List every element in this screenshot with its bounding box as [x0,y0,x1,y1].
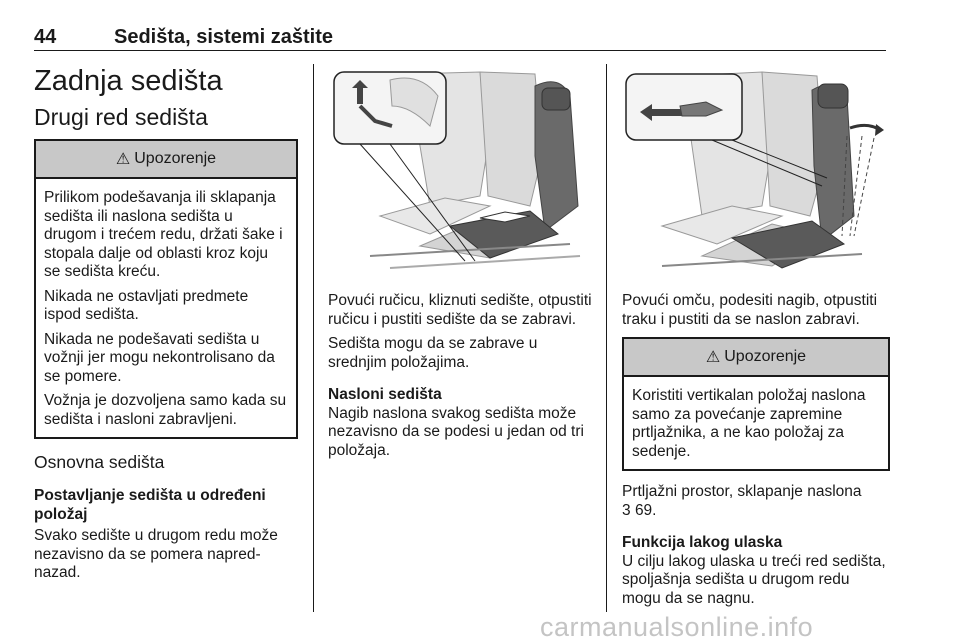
warning-paragraph: Nikada ne ostavljati predmete ispod sedišta. [44,287,249,323]
watermark: carmanualsonline.info [540,612,814,642]
cross-reference[interactable] [622,483,890,520]
left-column [34,64,298,583]
warning-body [36,179,296,437]
warning-label: Upozorenje [134,150,217,167]
warning-paragraph: Nikada ne podešavati sedišta u vožnji jer mogu nekontrolisano da se pomere. [44,330,275,385]
warning-body [624,377,888,469]
page-number: 44 [34,26,57,48]
warning-label: Upozorenje [724,348,807,365]
backrest-recline-illustration [622,66,886,276]
page-reference-icon: 3 [622,501,631,519]
body-text: U cilju lakog ulaska u treći red sedišta, spoljašnja sedišta u drugom redu mogu da se nagnu. [622,552,886,607]
column-divider-1 [313,64,314,612]
body-text: Povući omču, podesiti nagib, otpustiti traku i pustiti da se naslon zabravi. [622,292,878,328]
section-title: Drugi red sedišta [34,104,208,130]
middle-column [328,292,596,460]
body-text: Svako sedište u drugom redu može nezavisno da se pomera napred-nazad. [34,527,278,581]
body-text: Nagib naslona svakog sedišta može nezavisno da se podesi u jedan od tri položaja. [328,404,584,459]
right-column [622,292,890,608]
warning-paragraph: Vožnja je dozvoljena samo kada su sedišta i nasloni zabravljeni. [44,392,287,428]
warning-paragraph: Prilikom podešavanja ili sklapanja sedišta ili naslona sedišta u drugom i trećem redu, držati šake i stopala dalje od oblasti kroz koju se sedišta kreću. [44,189,283,280]
warning-triangle-icon: ⚠ [115,151,131,168]
cross-reference-text: Prtljažni prostor, sklapanje naslona [622,483,862,500]
body-text: Sedišta mogu da se zabrave u srednjim položajima. [328,335,538,371]
warning-box [34,139,298,439]
body-text: Povući ručicu, kliznuti sedište, otpustiti ručicu i pustiti sedište da se zabravi. [328,292,592,328]
chapter-title: Sedišta, sistemi zaštite [114,26,333,48]
page-title: Zadnja sedišta [34,65,223,97]
warning-box [622,337,890,471]
column-divider-2 [606,64,607,612]
topic-heading: Postavljanje sedišta u određeni položaj [34,487,266,523]
page-header [34,26,886,51]
seat-slide-drawing [330,66,592,276]
cross-reference-page[interactable]: 69. [634,501,657,519]
warning-paragraph: Koristiti vertikalan položaj naslona samo za povećanje zapremine prtljažnika, a ne kao položaj za sedenje. [632,387,866,460]
warning-header [36,141,296,179]
topic-heading: Funkcija lakog ulaska [622,534,783,551]
topic-heading: Nasloni sedišta [328,386,442,403]
warning-triangle-icon: ⚠ [705,349,721,366]
warning-header [624,339,888,377]
backrest-recline-drawing [622,66,886,276]
seat-slide-illustration [330,66,592,276]
subsection-heading: Osnovna sedišta [34,452,165,472]
